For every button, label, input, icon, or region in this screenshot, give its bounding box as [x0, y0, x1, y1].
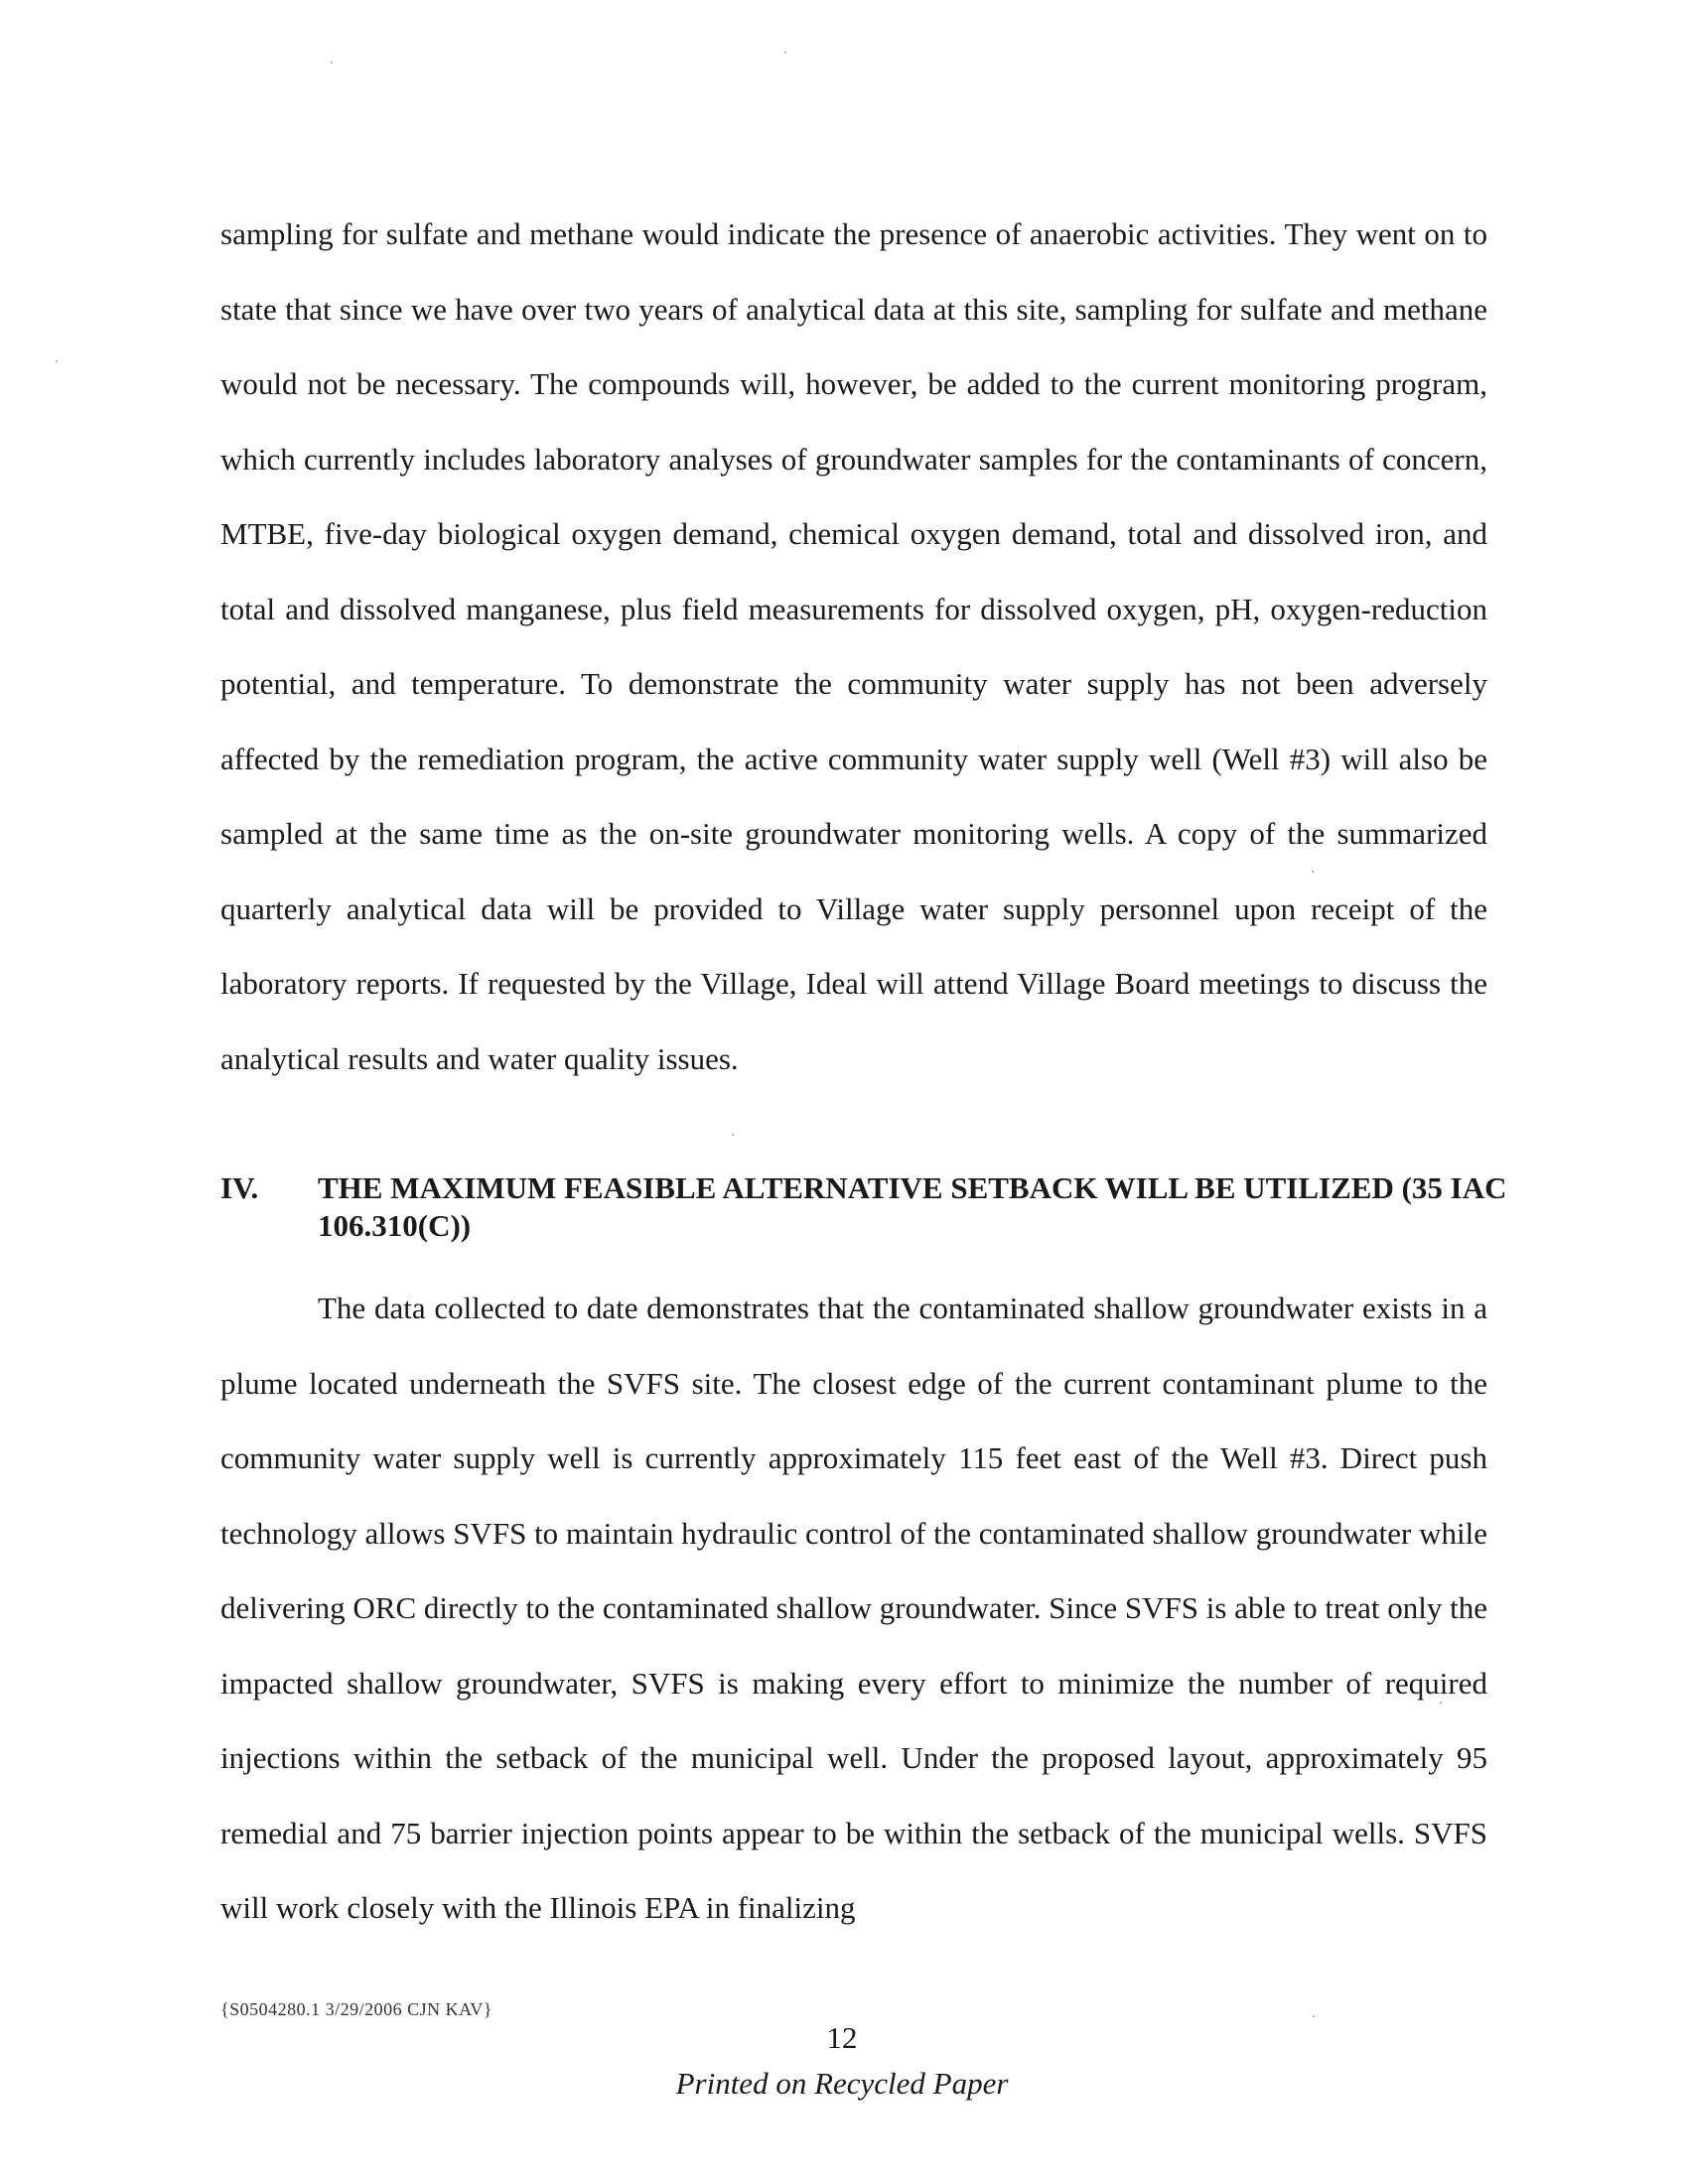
body-paragraph-1: sampling for sulfate and methane would indicate the presence of anaerobic activities. They went on to state that since we have over two years of analytical data at this site, sampling for sulfate and methane would not be necessary. The compounds will, however, be added to the current monitoring program, which currently includes laboratory analyses of groundwater samples for the contaminants of concern, MTBE, five-day biological oxygen demand, chemical oxygen demand, total and dissolved iron, and total and dissolved manganese, plus field measurements for dissolved oxygen, pH, oxygen-reduction potential, and temperature. To demonstrate the community water supply has not been adversely affected by the remediation program, the active community water supply well (Well #3) will also be sampled at the same time as the on-site groundwater monitoring wells. A copy of the summarized quarterly analytical data will be provided to Village water supply personnel upon receipt of the laboratory reports. If requested by the Village, Ideal will attend Village Board meetings to discuss the analytical results and water quality issues.: [220, 216, 1487, 1076]
recycled-paper-note: Printed on Recycled Paper: [675, 2066, 1009, 2101]
scan-speck: [331, 62, 333, 64]
scan-speck: [784, 52, 786, 54]
scan-speck: [1312, 871, 1314, 873]
page-number: 12: [826, 2020, 858, 2055]
body-paragraph-2: The data collected to date demonstrates that the contaminated shallow groundwater exists in a plume located underneath the SVFS site. The closest edge of the current contaminant plume to the community water supply well is currently approximately 115 feet east of the Well #3. Direct push technology allows SVFS to maintain hydraulic control of the contaminated shallow groundwater while delivering ORC directly to the contaminated shallow groundwater. Since SVFS is able to treat only the impacted shallow groundwater, SVFS is making every effort to minimize the number of required injections within the setback of the municipal well. Under the proposed layout, approximately 95 remedial and 75 barrier injection points appear to be within the setback of the municipal wells. SVFS will work closely with the Illinois EPA in finalizing: [220, 1291, 1487, 1925]
section-title: THE MAXIMUM FEASIBLE ALTERNATIVE SETBACK WILL BE UTILIZED (35 IAC 106.310(C)): [318, 1170, 1507, 1243]
scan-speck: [1440, 1702, 1442, 1704]
document-reference: {S0504280.1 3/29/2006 CJN KAV}: [220, 1999, 492, 2019]
section-number: IV.: [220, 1170, 259, 1205]
scan-speck: [732, 1134, 734, 1136]
scan-speck: [56, 360, 58, 362]
scan-speck: [1313, 2015, 1315, 2017]
